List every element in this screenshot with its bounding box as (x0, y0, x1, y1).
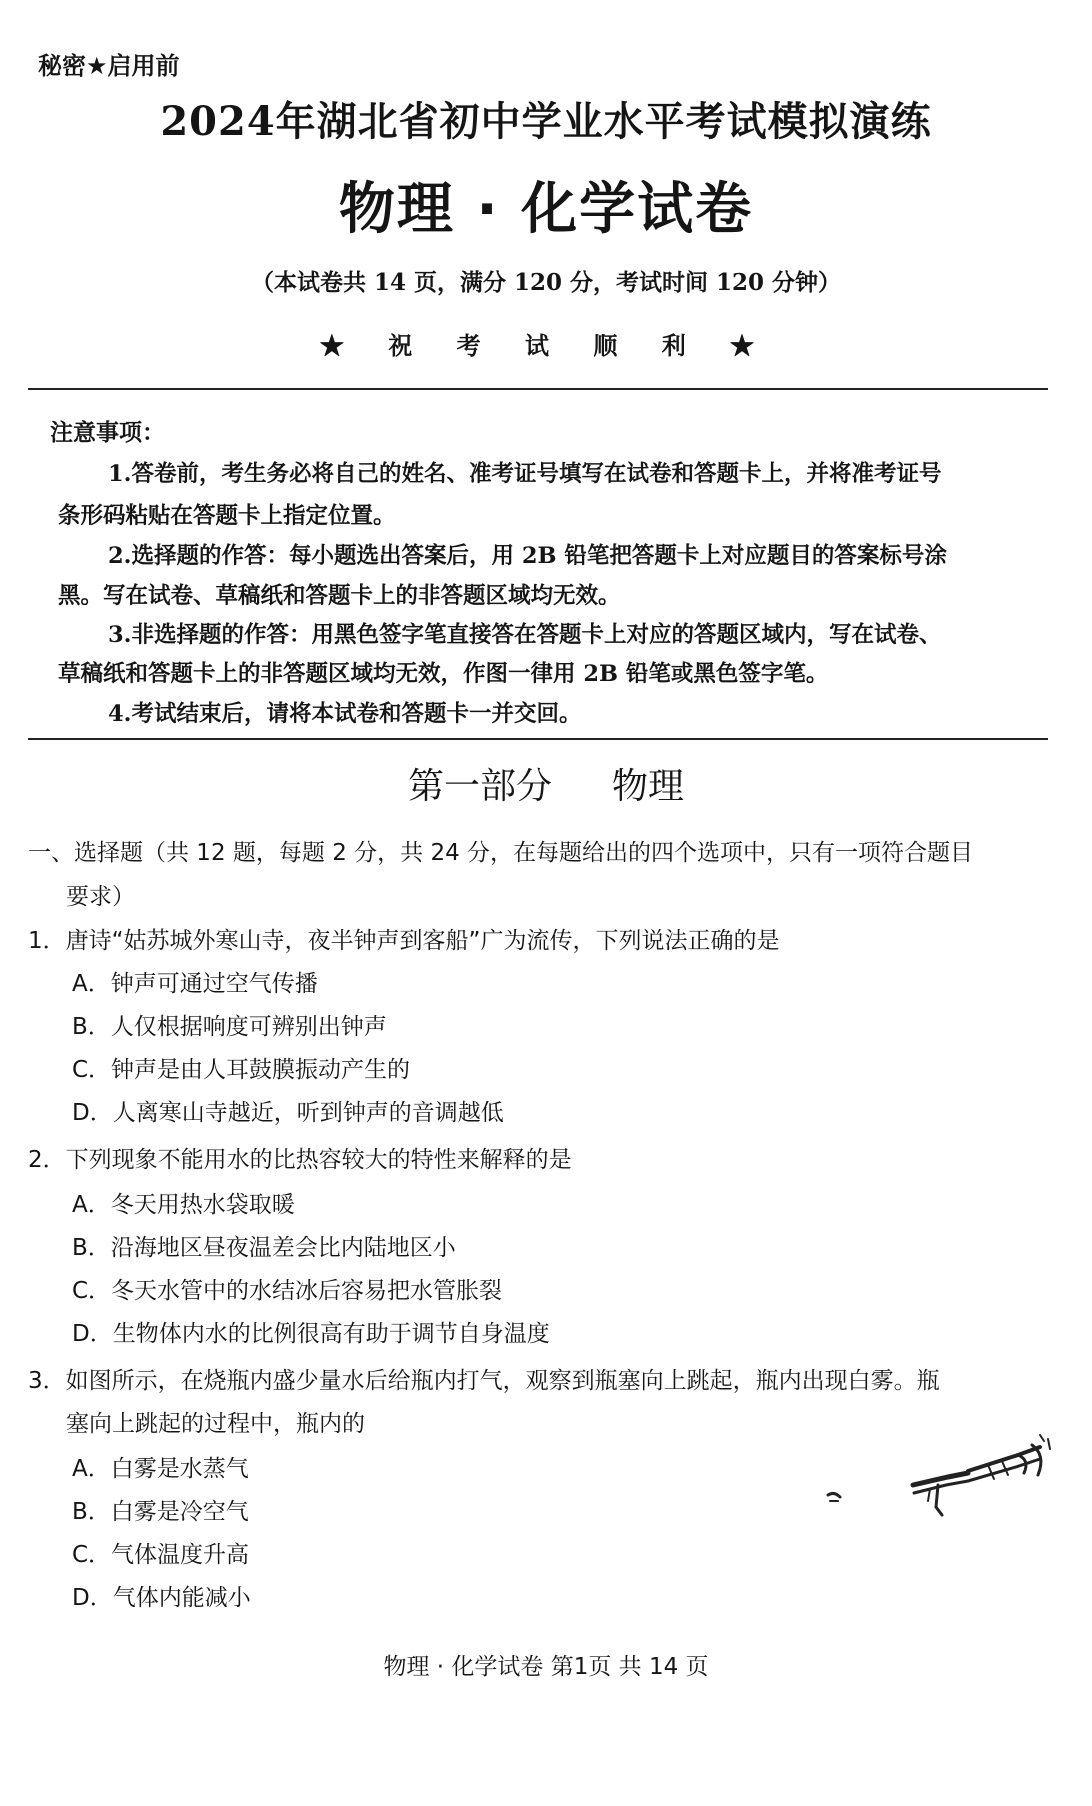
part-label: 第一部分 (407, 766, 552, 807)
notice-item-3a: 3.非选择题的作答：用黑色签字笔直接答在答题卡上对应的答题区域内，写在试卷、 (108, 622, 942, 648)
question-3-stem-a: 3．如图所示，在烧瓶内盛少量水后给瓶内打气，观察到瓶塞向上跳起，瓶内出现白雾。瓶 (28, 1368, 940, 1394)
question-2-option-d: D．生物体内水的比例很高有助于调节自身温度 (72, 1321, 550, 1347)
question-1-option-b: B．人仅根据响度可辨别出钟声 (72, 1014, 387, 1040)
flask-pump-figure (818, 1415, 1058, 1545)
question-3-option-b: B．白雾是冷空气 (72, 1499, 249, 1525)
question-1-stem: 1．唐诗“姑苏城外寒山寺，夜半钟声到客船”广为流传，下列说法正确的是 (28, 928, 780, 954)
notice-item-4: 4.考试结束后，请将本试卷和答题卡一并交回。 (108, 701, 582, 727)
divider-middle (28, 738, 1048, 740)
divider-top (28, 388, 1048, 390)
question-1-option-c: C．钟声是由人耳鼓膜振动产生的 (72, 1057, 411, 1083)
notice-item-1a: 1.答卷前，考生务必将自己的姓名、准考证号填写在试卷和答题卡上，并将准考证号 (108, 461, 942, 487)
question-3-option-a: A．白雾是水蒸气 (72, 1456, 249, 1482)
notice-item-1b: 条形码粘贴在答题卡上指定位置。 (58, 503, 396, 529)
section-heading-a: 一、选择题（共 12 题，每题 2 分，共 24 分，在每题给出的四个选项中，只有一项符合题目 (28, 840, 974, 866)
notice-item-2a: 2.选择题的作答：每小题选出答案后，用 2B 铅笔把答题卡上对应题目的答案标号涂 (108, 543, 947, 569)
section-heading-b: 要求） (66, 884, 135, 910)
part-name: 物理 (612, 766, 685, 807)
exam-meta: （本试卷共 14 页，满分 120 分，考试时间 120 分钟） (250, 269, 842, 296)
question-2-option-b: B．沿海地区昼夜温差会比内陆地区小 (72, 1235, 456, 1261)
question-2-option-a: A．冬天用热水袋取暖 (72, 1192, 295, 1218)
question-1-option-d: D．人离寒山寺越近，听到钟声的音调越低 (72, 1100, 504, 1126)
question-2-option-c: C．冬天水管中的水结冰后容易把水管胀裂 (72, 1278, 503, 1304)
notice-item-2b: 黑。写在试卷、草稿纸和答题卡上的非答题区域均无效。 (58, 583, 621, 609)
question-3-option-c: C．气体温度升高 (72, 1542, 250, 1568)
question-3-stem-b: 塞向上跳起的过程中，瓶内的 (66, 1411, 365, 1437)
notice-title: 注意事项： (50, 420, 165, 446)
part-heading (0, 758, 1092, 809)
subject-title: 物理 · 化学试卷 (338, 177, 754, 242)
notice-item-3b: 草稿纸和答题卡上的非答题区域均无效，作图一律用 2B 铅笔或黑色签字笔。 (58, 661, 829, 687)
confidential-label: 秘密★启用前 (38, 52, 180, 80)
good-luck-line: ★ 祝 考 试 顺 利 ★ (319, 331, 773, 360)
question-2-stem: 2．下列现象不能用水的比热容较大的特性来解释的是 (28, 1147, 572, 1173)
exam-title: 2024年湖北省初中学业水平考试模拟演练 (160, 98, 932, 145)
question-3-option-d: D．气体内能减小 (72, 1585, 251, 1611)
page-footer: 物理 · 化学试卷 第1页 共 14 页 (383, 1654, 709, 1680)
question-1-option-a: A．钟声可通过空气传播 (72, 971, 318, 997)
